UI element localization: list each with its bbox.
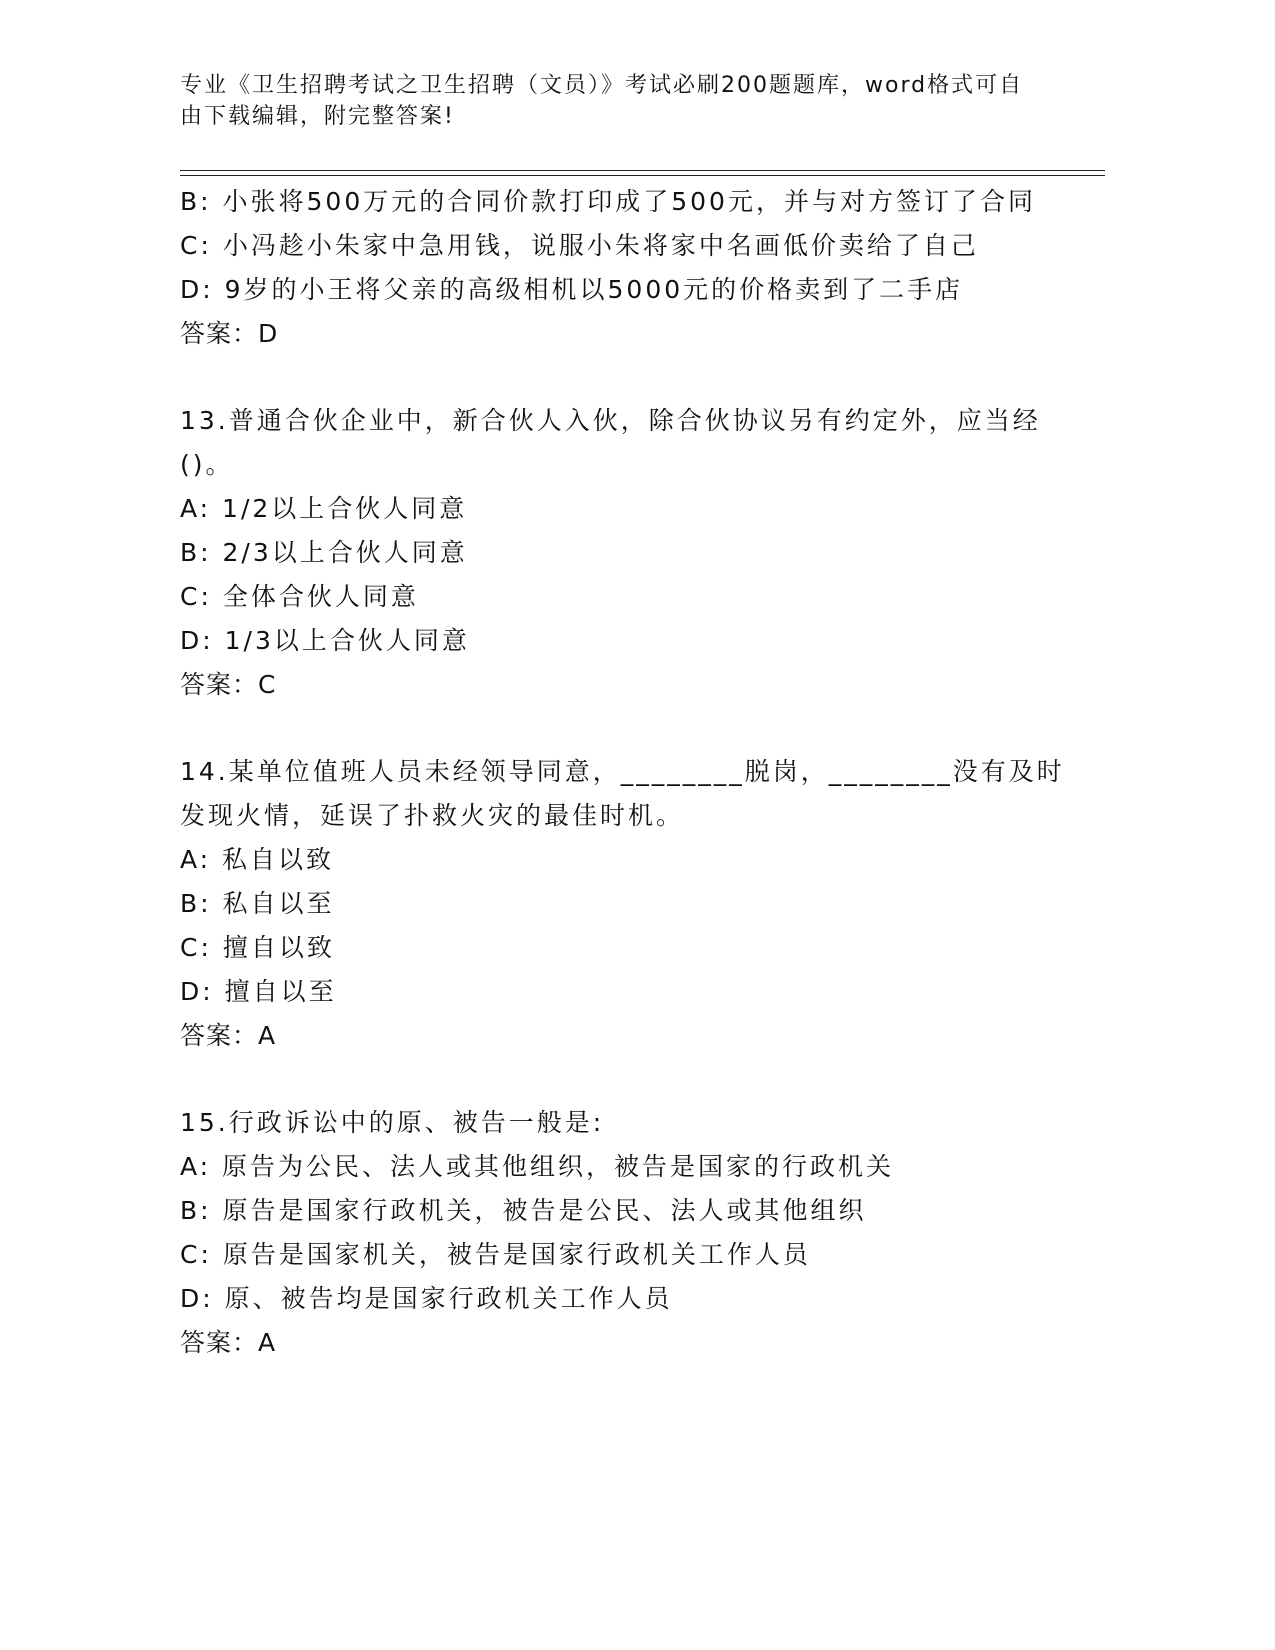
option-a: A: 1/2以上合伙人同意 bbox=[180, 494, 468, 523]
option-b: B: 原告是国家行政机关，被告是公民、法人或其他组织 bbox=[180, 1196, 867, 1225]
question-stem: 15.行政诉讼中的原、被告一般是: bbox=[180, 1108, 605, 1137]
question-content bbox=[180, 180, 1065, 1365]
option-c: C: 原告是国家机关，被告是国家行政机关工作人员 bbox=[180, 1240, 811, 1269]
question-15 bbox=[180, 1101, 1040, 1365]
question-stem: 14.某单位值班人员未经领导同意，________脱岗，________没有及时 bbox=[180, 757, 1065, 786]
answer: 答案：C bbox=[180, 670, 277, 699]
option-c: C: 小冯趁小朱家中急用钱，说服小朱将家中名画低价卖给了自己 bbox=[180, 231, 979, 260]
option-d: D: 擅自以至 bbox=[180, 977, 337, 1006]
question-13 bbox=[180, 399, 1040, 707]
question-stem-continued: 发现火情，延误了扑救火灾的最佳时机。 bbox=[180, 801, 685, 830]
header-divider-bottom bbox=[180, 175, 1105, 176]
option-d: D: 9岁的小王将父亲的高级相机以5000元的价格卖到了二手店 bbox=[180, 275, 964, 304]
answer: 答案：A bbox=[180, 1021, 277, 1050]
spacer bbox=[180, 1058, 1040, 1101]
option-a: A: 原告为公民、法人或其他组织，被告是国家的行政机关 bbox=[180, 1152, 895, 1181]
header-line-2: 由下载编辑，附完整答案! bbox=[180, 104, 455, 129]
option-a: A: 私自以致 bbox=[180, 845, 335, 874]
option-d: D: 原、被告均是国家行政机关工作人员 bbox=[180, 1284, 673, 1313]
question-14 bbox=[180, 750, 1065, 1058]
question-stem: 13.普通合伙企业中，新合伙人入伙，除合伙协议另有约定外，应当经 bbox=[180, 406, 1041, 435]
option-b: B: 2/3以上合伙人同意 bbox=[180, 538, 468, 567]
question-stem-continued: ()。 bbox=[180, 450, 234, 479]
option-d: D: 1/3以上合伙人同意 bbox=[180, 626, 470, 655]
spacer bbox=[180, 356, 1040, 399]
header-divider-top bbox=[180, 170, 1105, 171]
option-b: B: 小张将500万元的合同价款打印成了500元，并与对方签订了合同 bbox=[180, 187, 1036, 216]
spacer bbox=[180, 707, 1040, 750]
document-header bbox=[180, 70, 1040, 132]
option-c: C: 全体合伙人同意 bbox=[180, 582, 419, 611]
option-b: B: 私自以至 bbox=[180, 889, 335, 918]
answer: 答案：D bbox=[180, 319, 279, 348]
header-line-1: 专业《卫生招聘考试之卫生招聘（文员）》考试必刷200题题库，word格式可自 bbox=[180, 73, 1024, 98]
question-12-tail bbox=[180, 180, 1040, 356]
answer: 答案：A bbox=[180, 1328, 277, 1357]
option-c: C: 擅自以致 bbox=[180, 933, 335, 962]
